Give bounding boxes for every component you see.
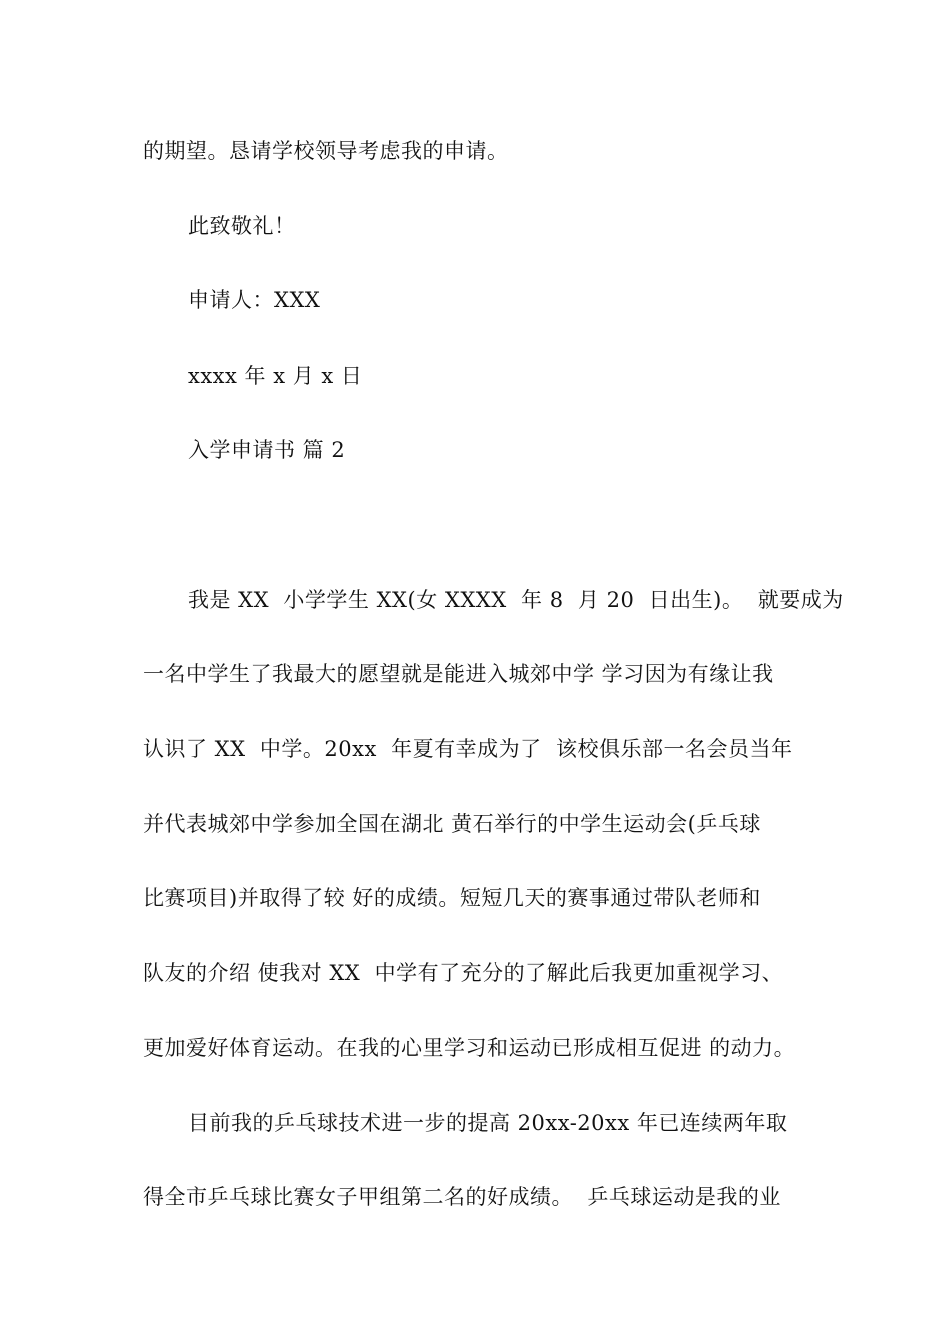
paragraph-line: 队友的介绍 使我对 XX 中学有了充分的了解此后我更加重视学习、 xyxy=(143,961,784,985)
applicant-name: 申请人：XXX xyxy=(188,288,321,312)
section-title: 入学申请书 篇 2 xyxy=(188,438,346,462)
paragraph-line: 比赛项目)并取得了较 好的成绩。短短几天的赛事通过带队老师和 xyxy=(143,886,761,910)
paragraph-line: 认识了 XX 中学。20xx 年夏有幸成为了 该校俱乐部一名会员当年 xyxy=(143,737,793,761)
paragraph-line: 得全市乒乓球比赛女子甲组第二名的好成绩。 乒乓球运动是我的业 xyxy=(143,1185,781,1209)
text-line-expectation: 的期望。恳请学校领导考虑我的申请。 xyxy=(143,139,509,163)
application-date: xxxx 年 x 月 x 日 xyxy=(188,364,363,388)
paragraph-line: 更加爱好体育运动。在我的心里学习和运动已形成相互促进 的动力。 xyxy=(143,1036,796,1060)
paragraph-line: 并代表城郊中学参加全国在湖北 黄石举行的中学生运动会(乒乓球 xyxy=(143,812,761,836)
paragraph-line: 目前我的乒乓球技术进一步的提高 20xx-20xx 年已连续两年取 xyxy=(188,1111,788,1135)
paragraph-line: 一名中学生了我最大的愿望就是能进入城郊中学 学习因为有缘让我 xyxy=(143,662,774,686)
salutation: 此致敬礼！ xyxy=(188,214,296,238)
paragraph-line: 我是 XX 小学学生 XX(女 XXXX 年 8 月 20 日出生)。 就要成为 xyxy=(188,588,844,612)
